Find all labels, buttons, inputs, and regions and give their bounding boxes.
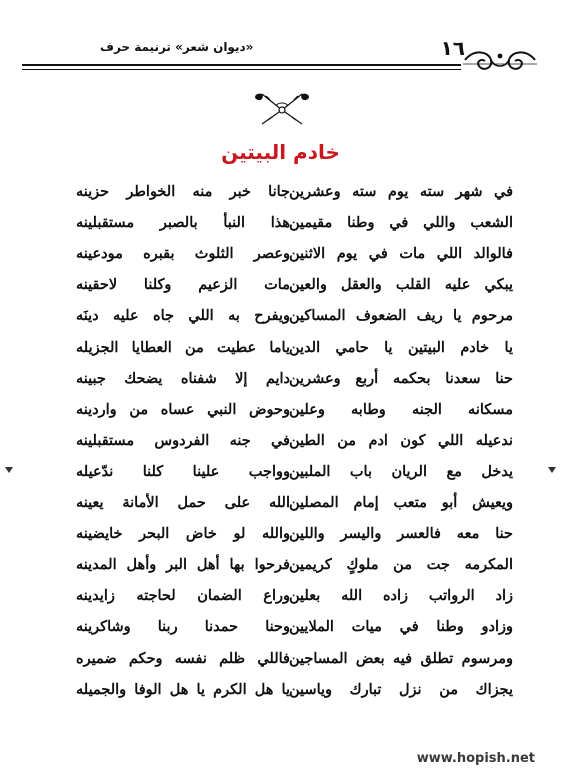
margin-mark-icon — [4, 466, 14, 474]
verse-row — [0, 240, 561, 268]
verse-row — [0, 551, 561, 579]
verse-row — [0, 613, 561, 641]
verse-row — [0, 645, 561, 673]
page-number: ١٦ — [440, 36, 465, 60]
verse-second-hemistich: فاللي ظلم نفسه وحكم ضميره — [76, 649, 290, 667]
verse-first-hemistich: فالوالد اللي مات في يوم الاثنين — [289, 245, 513, 263]
verse-row — [0, 178, 561, 206]
site-watermark: www.hopish.net — [416, 751, 535, 766]
verse-second-hemistich: وحوض النبي عساه من واردينه — [76, 400, 290, 418]
verse-row — [0, 427, 561, 455]
verse-first-hemistich: يبكي عليه القلب والعقل والعين — [289, 276, 513, 294]
verse-first-hemistich: حنا معه فالعسر واليسر واللين — [289, 525, 513, 543]
verse-second-hemistich: وحنا حمدنا ربنا وشاكرينه — [76, 618, 290, 636]
verse-second-hemistich: في جنه الفردوس مستقبلينه — [76, 431, 290, 449]
verse-row — [0, 334, 561, 362]
verse-row — [0, 489, 561, 517]
verse-first-hemistich: زاد الرواتب زاده الله بعلين — [289, 587, 513, 605]
verse-second-hemistich: ياما عطيت من العطايا الجزيله — [76, 338, 290, 356]
verse-first-hemistich: المكرمه جت من ملوكٍ كريمين — [289, 556, 513, 574]
verse-second-hemistich: فرحوا بها أهل البر وأهل المدينه — [76, 556, 290, 574]
running-header-title: «ديوان شعر» ترنيمة حرف — [100, 40, 254, 54]
verse-second-hemistich: مات الزعيم وكلنا لاحقينه — [76, 276, 290, 294]
verse-second-hemistich: يا هل الكرم يا هل الوفا والجميله — [76, 680, 290, 698]
verse-row — [0, 458, 561, 486]
verse-row — [0, 271, 561, 299]
verse-first-hemistich: في شهر سته يوم سته وعشرين — [289, 183, 513, 200]
verse-row — [0, 676, 561, 704]
verse-first-hemistich: يا خادم البيتين يا حامي الدين — [289, 338, 513, 356]
verse-second-hemistich: الله على حمل الأمانة يعينه — [76, 494, 290, 511]
verse-row — [0, 302, 561, 330]
verse-second-hemistich: جانا خبر منه الخواطر حزينه — [76, 183, 290, 200]
verse-second-hemistich: ويفرح به اللي جاه عليه دينَه — [76, 307, 290, 325]
verse-second-hemistich: وراع الضمان لحاجته زايدينه — [76, 587, 290, 605]
poem-title: خادم البيتين — [221, 140, 340, 164]
verse-second-hemistich: وعصر الثلوث بقبره مودعينه — [76, 245, 290, 263]
verse-first-hemistich: حنا سعدنا بحكمه أربع وعشرين — [289, 369, 513, 387]
verse-row — [0, 520, 561, 548]
verse-row — [0, 365, 561, 393]
verse-first-hemistich: وزادو وطنا في ميات الملايين — [289, 618, 513, 636]
margin-mark-icon — [547, 466, 557, 474]
verse-first-hemistich: مرحوم يا ريف الضعوف المساكين — [289, 307, 513, 325]
verse-row — [0, 396, 561, 424]
verse-first-hemistich: ويعيش أبو متعب إمام المصلين — [289, 494, 513, 511]
verse-second-hemistich: وواجب علينا كلنا ندّعيله — [76, 462, 290, 480]
verse-row — [0, 209, 561, 237]
verse-second-hemistich: هذا النبأ بالصبر مستقبلينه — [76, 214, 290, 232]
verse-first-hemistich: يجزاك من نزل تبارك وياسين — [289, 680, 513, 698]
verse-row — [0, 582, 561, 610]
verse-first-hemistich: يدخل مع الريان باب الملبين — [289, 462, 513, 480]
verse-first-hemistich: الشعب واللي في وطنا مقيمين — [289, 214, 513, 232]
verse-second-hemistich: دايم إلا شفناه يضحك جبينه — [76, 369, 290, 387]
verse-second-hemistich: والله لو خاض البحر خايضينه — [76, 525, 290, 543]
verse-first-hemistich: ومرسوم تطلق فيه بعض المساجين — [289, 649, 513, 667]
verse-first-hemistich: ندعيله اللي كون ادم من الطين — [289, 431, 513, 449]
verse-first-hemistich: مسكانه الجنه وطابه وعلين — [289, 400, 513, 418]
